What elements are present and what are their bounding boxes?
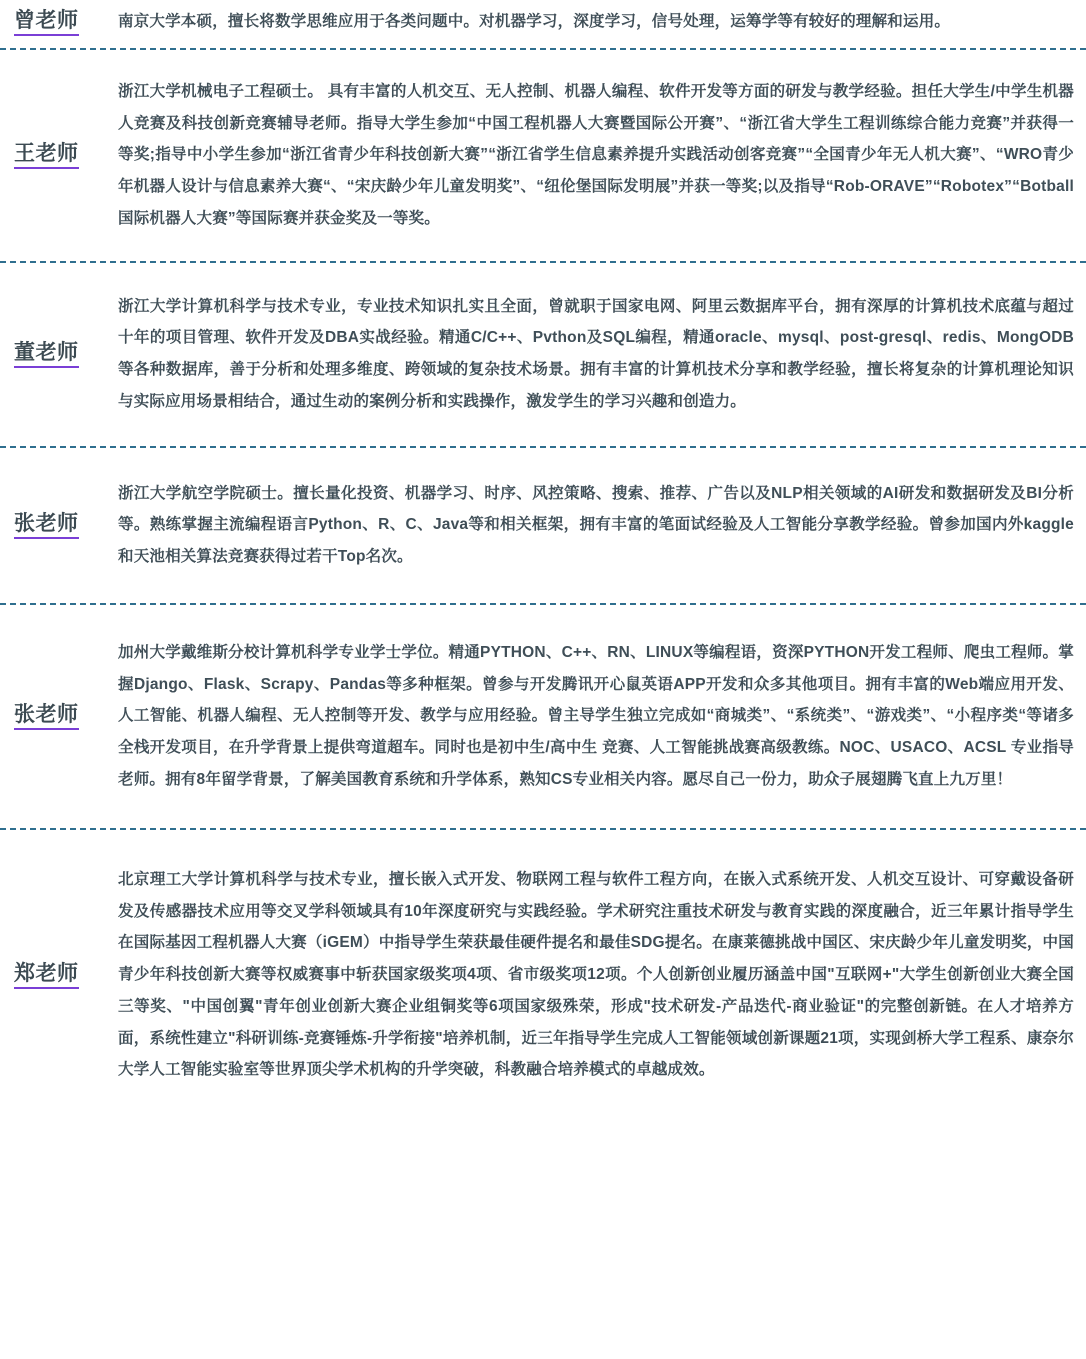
teacher-name-cell	[0, 340, 118, 368]
teacher-bio: 浙江大学机械电子工程硕士。 具有丰富的人机交互、无人控制、机器人编程、软件开发等方面的研发与教学经验。担任大学生/中学生机器人竞赛及科技创新竞赛辅导老师。指导大学生参加“中国工程机器人大赛暨国际公开赛”、“浙江省大学生工程训练综合能力竞赛”并获得一等奖;指导中小学生参加“浙江省青少年科技创新大赛”“浙江省学生信息素养提升实践活动创客竞赛”“全国青少年无人机大赛”、“WRO青少年机器人设计与信息素养大赛“、“宋庆龄少年儿童发明奖”、“纽伦堡国际发明展”并获一等奖;以及指导“Rob-ORAVE”“Robotex”“Botball国际机器人大赛”等国际赛并获金奖及一等奖。	[118, 82, 1074, 227]
teacher-name-cell	[0, 141, 118, 169]
teacher-name: 张老师	[14, 702, 79, 730]
teacher-bio: 北京理工大学计算机科学与技术专业，擅长嵌入式开发、物联网工程与软件工程方向，在嵌入式系统开发、人机交互设计、可穿戴设备研发及传感器技术应用等交叉学科领域具有10年深度研究与实践经验。学术研究注重技术研发与教育实践的深度融合，近三年累计指导学生在国际基因工程机器人大赛（iGEM）中指导学生荣获最佳硬件提名和最佳SDG提名。在康莱德挑战中国区、宋庆龄少年儿童发明奖，中国青少年科技创新大赛等权威赛事中斩获国家级奖项4项、省市级奖项12项。个人创新创业履历涵盖中国"互联网+"大学生创新创业大赛全国三等奖、"中国创翼"青年创业创新大赛企业组铜奖等6项国家级殊荣，形成"技术研发-产品迭代-商业验证"的完整创新链。在人才培养方面，系统性建立"科研训练-竞赛锤炼-升学衔接"培养机制，近三年指导学生完成人工智能领域创新课题21项，实现剑桥大学工程系、康奈尔大学人工智能实验室等世界顶尖学术机构的升学突破，科教融合培养模式的卓越成效。	[118, 870, 1074, 1079]
teacher-bio-cell	[118, 6, 1086, 38]
teacher-bio: 加州大学戴维斯分校计算机科学专业学士学位。精通PYTHON、C++、RN、LINUX等编程语，资深PYTHON开发工程师、爬虫工程师。掌握Django、Flask、Scrapy、Pandas等多种框架。曾参与开发腾讯开心鼠英语APP开发和众多其他项目。拥有丰富的Web端应用开发、人工智能、机器人编程、无人控制等开发、教学与应用经验。曾主导学生独立完成如“商城类”、“系统类”、“游戏类”、“小程序类“等诸多全栈开发项目，在升学背景上提供弯道超车。同时也是初中生/高中生 竞赛、人工智能挑战赛高级教练。NOC、USACO、ACSL 专业指导老师。拥有8年留学背景，了解美国教育系统和升学体系，熟知CS专业相关内容。愿尽自己一份力，助众子展翅腾飞直上九万里！	[118, 643, 1074, 789]
teacher-bio: 浙江大学计算机科学与技术专业，专业技术知识扎实且全面，曾就职于国家电网、阿里云数据库平台，拥有深厚的计算机技术底蕴与超过十年的项目管理、软件开发及DBA实战经验。精通C/C++、Pvthon及SQL编程，精通oracle、mysql、post-gresql、redis、MongODB等各种数据库，善于分析和处理多维度、跨领域的复杂技术场景。拥有丰富的计算机技术分享和教学经验，擅长将复杂的计算机理论知识与实际应用场景相结合，通过生动的案例分析和实践操作，激发学生的学习兴趣和创造力。	[118, 297, 1074, 410]
teacher-name: 郑老师	[14, 961, 79, 989]
teacher-entry	[0, 50, 1086, 261]
teacher-name: 张老师	[14, 511, 79, 539]
teacher-name: 董老师	[14, 340, 79, 368]
teacher-name-cell	[0, 702, 118, 730]
teacher-bio-cell	[118, 864, 1086, 1086]
teacher-entry	[0, 448, 1086, 603]
teacher-bio-cell	[118, 478, 1086, 573]
teacher-name-cell	[0, 511, 118, 539]
teacher-bio: 南京大学本硕，擅长将数学思维应用于各类问题中。对机器学习，深度学习，信号处理，运筹学等有较好的理解和运用。	[118, 13, 951, 30]
teacher-entry	[0, 830, 1086, 1106]
teacher-entry	[0, 0, 1086, 48]
teacher-name: 王老师	[14, 141, 79, 169]
teacher-name-cell	[0, 961, 118, 989]
teacher-bio-cell	[118, 637, 1086, 796]
teacher-name: 曾老师	[14, 8, 79, 36]
teacher-bio: 浙江大学航空学院硕士。擅长量化投资、机器学习、时序、风控策略、搜索、推荐、广告以及NLP相关领域的AI研发和数据研发及BI分析等。熟练掌握主流编程语言Python、R、C、Java等和相关框架，拥有丰富的笔面试经验及人工智能分享教学经验。曾参加国内外kaggle和天池相关算法竞赛获得过若干Top名次。	[118, 484, 1074, 566]
teacher-bio-cell	[118, 76, 1086, 235]
teacher-entry	[0, 263, 1086, 446]
teacher-name-cell	[0, 8, 118, 36]
teacher-entry	[0, 605, 1086, 828]
teacher-bio-cell	[118, 291, 1086, 418]
